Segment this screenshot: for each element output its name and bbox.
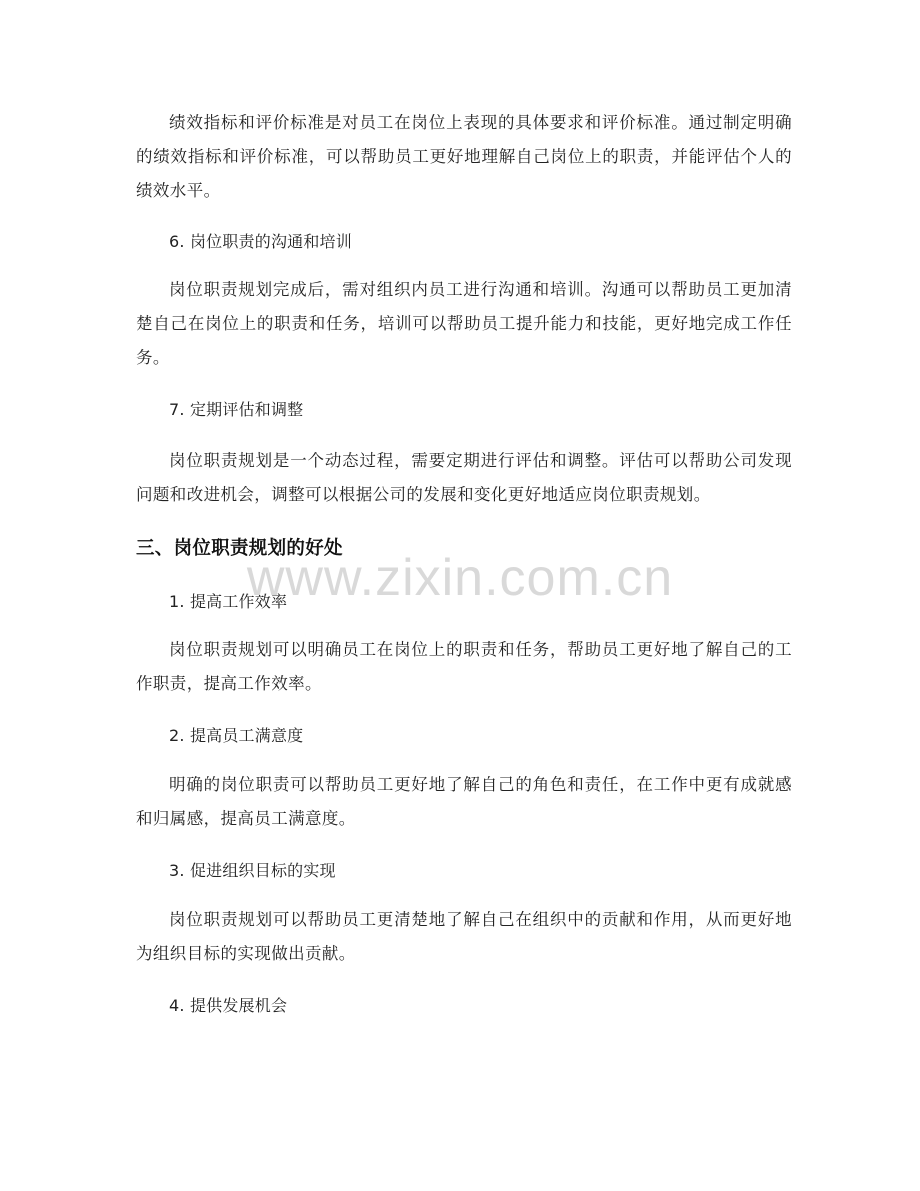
section-title-benefits: 三、岗位职责规划的好处 bbox=[136, 538, 343, 559]
subheading-organizational-goals: 3. 促进组织目标的实现 bbox=[169, 861, 336, 880]
subheading-efficiency: 1. 提高工作效率 bbox=[169, 592, 288, 611]
watermark: www.zixin.com.cn bbox=[246, 549, 674, 607]
subheading-development-opportunities: 4. 提供发展机会 bbox=[169, 996, 288, 1015]
paragraph-satisfaction: 明确的岗位职责可以帮助员工更好地了解自己的角色和责任，在工作中更有成就感和归属感，提高员工满意度。 bbox=[136, 775, 792, 828]
subheading-periodic-evaluation: 7. 定期评估和调整 bbox=[169, 400, 304, 419]
subheading-satisfaction: 2. 提高员工满意度 bbox=[169, 726, 304, 745]
paragraph-periodic-evaluation: 岗位职责规划是一个动态过程，需要定期进行评估和调整。评估可以帮助公司发现问题和改进机会，调整可以根据公司的发展和变化更好地适应岗位职责规划。 bbox=[136, 451, 792, 504]
paragraph-performance-indicators: 绩效指标和评价标准是对员工在岗位上表现的具体要求和评价标准。通过制定明确的绩效指标和评价标准，可以帮助员工更好地理解自己岗位上的职责，并能评估个人的绩效水平。 bbox=[136, 113, 792, 200]
paragraph-efficiency: 岗位职责规划可以明确员工在岗位上的职责和任务，帮助员工更好地了解自己的工作职责，提高工作效率。 bbox=[136, 640, 792, 693]
paragraph-communication-training: 岗位职责规划完成后，需对组织内员工进行沟通和培训。沟通可以帮助员工更加清楚自己在岗位上的职责和任务，培训可以帮助员工提升能力和技能，更好地完成工作任务。 bbox=[136, 280, 792, 367]
subheading-communication-training: 6. 岗位职责的沟通和培训 bbox=[169, 232, 352, 251]
paragraph-organizational-goals: 岗位职责规划可以帮助员工更清楚地了解自己在组织中的贡献和作用，从而更好地为组织目标的实现做出贡献。 bbox=[136, 910, 792, 963]
